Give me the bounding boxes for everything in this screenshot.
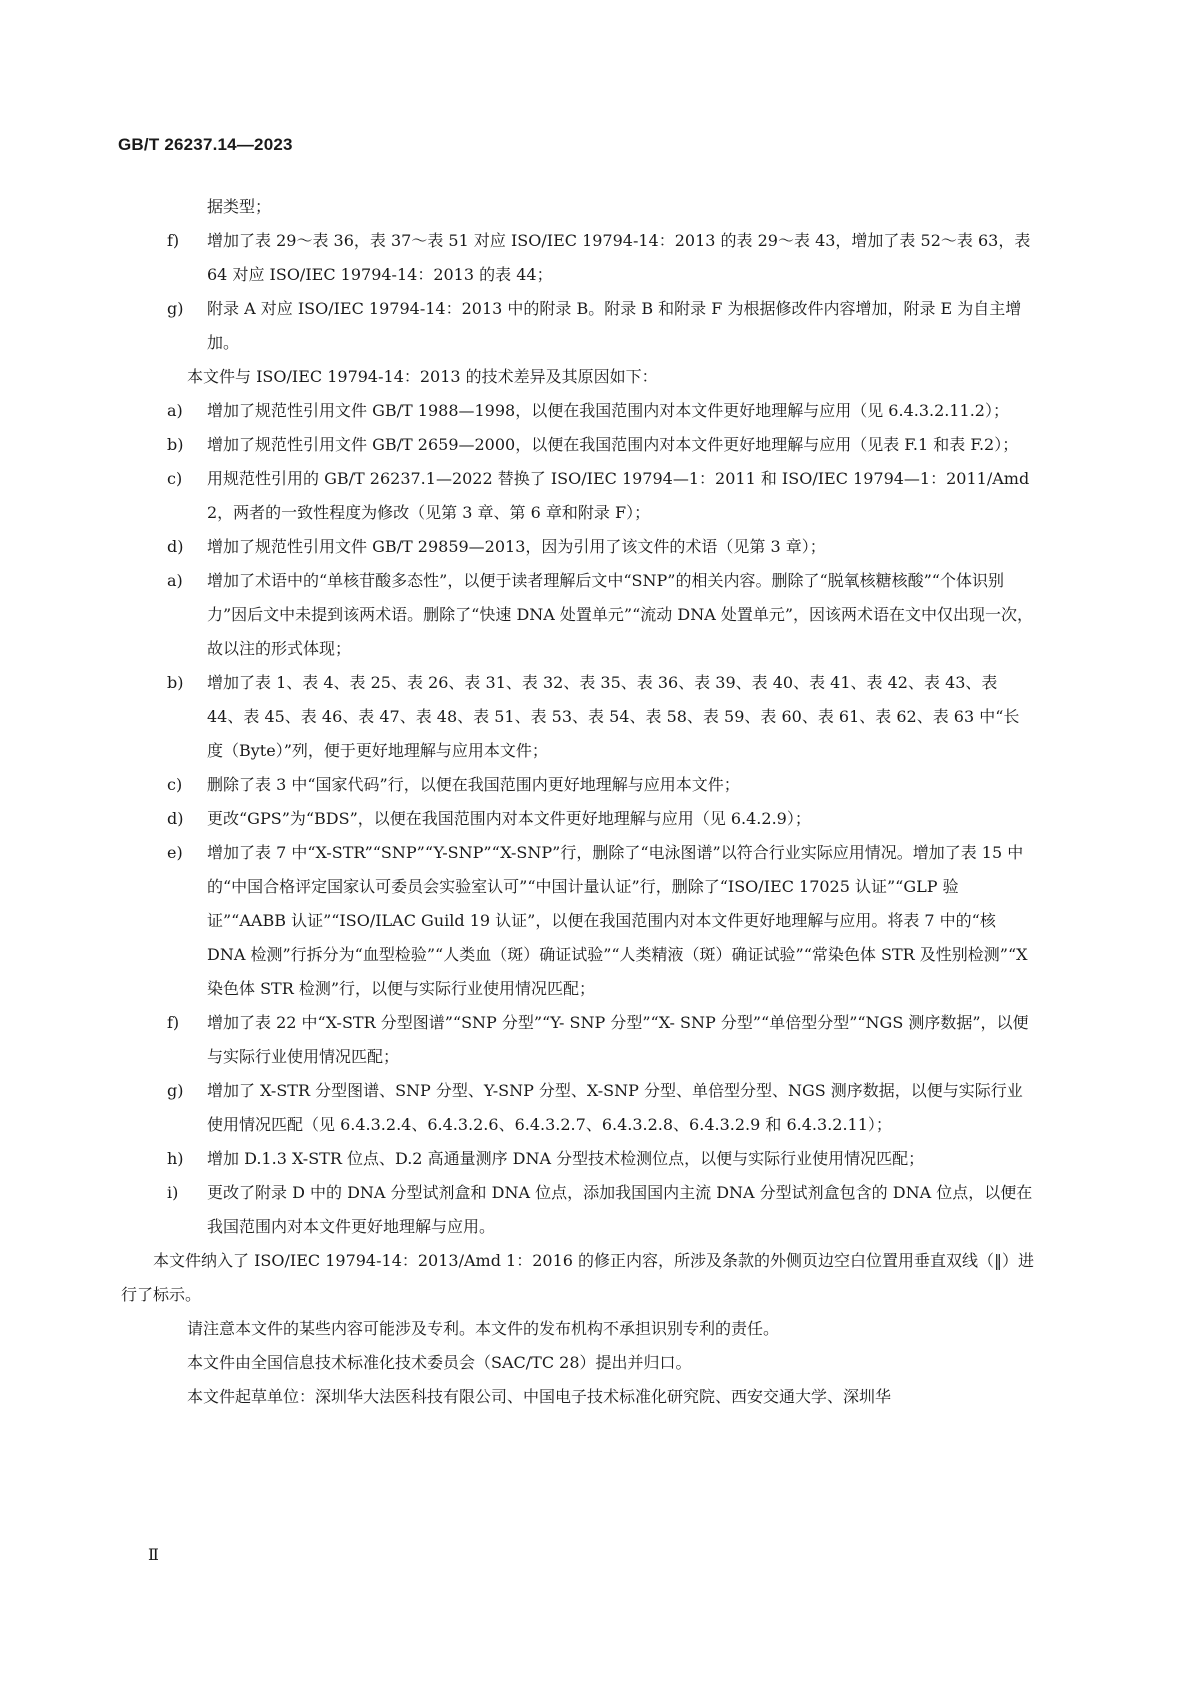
- list-item: [155, 462, 1035, 530]
- list-marker: g): [167, 299, 184, 318]
- list-marker: f): [167, 1013, 180, 1032]
- list-item: [155, 836, 1035, 1006]
- list-marker: g): [167, 1081, 184, 1100]
- list-marker: h): [167, 1149, 184, 1168]
- continuation-text: 据类型；: [207, 197, 272, 216]
- list-item: [155, 428, 1035, 462]
- proposed-by: 本文件由全国信息技术标准化技术委员会（SAC/TC 28）提出并归口。: [187, 1353, 692, 1372]
- list-item: [155, 224, 1035, 292]
- list-item-text: 更改了附录 D 中的 DNA 分型试剂盒和 DNA 位点，添加我国国内主流 DNA 分型试剂盒包含的 DNA 位点，以便在我国范围内对本文件更好地理解与应用。: [207, 1183, 1033, 1236]
- list-marker: d): [167, 537, 184, 556]
- list-item-text: 附录 A 对应 ISO/IEC 19794-14：2013 中的附录 B。附录 B 和附录 F 为根据修改件内容增加，附录 E 为自主增加。: [207, 299, 1022, 352]
- list-item: [155, 530, 1035, 564]
- list-item-text: 增加了表 22 中“X-STR 分型图谱”“SNP 分型”“Y- SNP 分型”“X- SNP 分型”“单倍型分型”“NGS 测序数据”，以便与实际行业使用情况匹配；: [207, 1013, 1029, 1066]
- list-item-text: 增加了术语中的“单核苷酸多态性”，以便于读者理解后文中“SNP”的相关内容。删除了“脱氧核糖核酸”“个体识别力”因后文中未提到该两术语。删除了“快速 DNA 处置单元”“流动 DNA 处置单元”，因该两术语在文中仅出现一次，故以注的形式体现；: [207, 571, 1034, 658]
- list-marker: b): [167, 435, 184, 454]
- document-body: [121, 190, 1035, 1414]
- drafting-units: 本文件起草单位：深圳华大法医科技有限公司、中国电子技术标准化研究院、西安交通大学、深圳华: [187, 1387, 892, 1406]
- list-item: [155, 666, 1035, 768]
- list-item-text: 增加了表 29～表 36，表 37～表 51 对应 ISO/IEC 19794-14：2013 的表 29～表 43，增加了表 52～表 63，表 64 对应 ISO/IEC 19794-14：2013 的表 44；: [207, 231, 1031, 284]
- list-marker: b): [167, 673, 184, 692]
- list-item: [155, 1142, 1035, 1176]
- list-item-text: 增加了表 7 中“X-STR”“SNP”“Y-SNP”“X-SNP”行，删除了“电泳图谱”以符合行业实际应用情况。增加了表 15 中的“中国合格评定国家认可委员会实验室认可”“中国计量认证”行，删除了“ISO/IEC 17025 认证”“GLP 验证”“AABB 认证”“ISO/ILAC Guild 19 认证”，以便在我国范围内对本文件更好地理解与应用。将表 7 中的“核 DNA 检测”行拆分为“血型检验”“人类血（斑）确证试验”“人类精液（斑）确证试验”“常染色体 STR 及性别检测”“X 染色体 STR 检测”行，以便与实际行业使用情况匹配；: [207, 843, 1028, 998]
- list-marker: e): [167, 843, 183, 862]
- list-item: [155, 1176, 1035, 1244]
- amendment-paragraph: 本文件纳入了 ISO/IEC 19794-14：2013/Amd 1：2016 的修正内容，所涉及条款的外侧页边空白位置用垂直双线（‖）进行了标示。: [121, 1251, 1035, 1304]
- list-item: [155, 768, 1035, 802]
- list-item: [155, 802, 1035, 836]
- list-marker: a): [167, 401, 183, 420]
- tech-diff-intro: 本文件与 ISO/IEC 19794-14：2013 的技术差异及其原因如下：: [187, 367, 658, 386]
- list-item: [155, 394, 1035, 428]
- list-item-text: 用规范性引用的 GB/T 26237.1—2022 替换了 ISO/IEC 19794—1：2011 和 ISO/IEC 19794—1：2011/Amd 2，两者的一致性程度为修改（见第 3 章、第 6 章和附录 F）；: [207, 469, 1030, 522]
- list-marker: c): [167, 469, 183, 488]
- list-item: [155, 564, 1035, 666]
- list-item-text: 更改“GPS”为“BDS”，以便在我国范围内对本文件更好地理解与应用（见 6.4.2.9）；: [207, 809, 811, 828]
- list-item: [155, 1074, 1035, 1142]
- patent-notice: 请注意本文件的某些内容可能涉及专利。本文件的发布机构不承担识别专利的责任。: [187, 1319, 780, 1338]
- list-marker: a): [167, 571, 183, 590]
- list-item-text: 增加了 X-STR 分型图谱、SNP 分型、Y-SNP 分型、X-SNP 分型、单倍型分型、NGS 测序数据，以便与实际行业使用情况匹配（见 6.4.3.2.4、6.4.3.2.6、6.4.3.2.7、6.4.3.2.8、6.4.3.2.9 和 6.4.3.2.11）；: [207, 1081, 1023, 1134]
- page-number: Ⅱ: [148, 1545, 159, 1564]
- list-item-text: 增加了规范性引用文件 GB/T 1988—1998，以便在我国范围内对本文件更好地理解与应用（见 6.4.3.2.11.2）；: [207, 401, 1009, 420]
- list-item-text: 增加了规范性引用文件 GB/T 2659—2000，以便在我国范围内对本文件更好地理解与应用（见表 F.1 和表 F.2）；: [207, 435, 1019, 454]
- list-item-text: 增加 D.1.3 X-STR 位点、D.2 高通量测序 DNA 分型技术检测位点，以便与实际行业使用情况匹配；: [207, 1149, 925, 1168]
- list-marker: f): [167, 231, 180, 250]
- list-item: [155, 1006, 1035, 1074]
- list-item-text: 删除了表 3 中“国家代码”行，以便在我国范围内更好地理解与应用本文件；: [207, 775, 740, 794]
- list-item: [155, 292, 1035, 360]
- list-item-text: 增加了规范性引用文件 GB/T 29859—2013，因为引用了该文件的术语（见第 3 章）；: [207, 537, 826, 556]
- list-marker: c): [167, 775, 183, 794]
- list-item-text: 增加了表 1、表 4、表 25、表 26、表 31、表 32、表 35、表 36、表 39、表 40、表 41、表 42、表 43、表 44、表 45、表 46、表 47、表 48、表 51、表 53、表 54、表 58、表 59、表 60、表 61、表 62、表 63 中“长度（Byte）”列，便于更好地理解与应用本文件；: [207, 673, 1020, 760]
- list-marker: i): [167, 1183, 179, 1202]
- standard-number: GB/T 26237.14—2023: [118, 135, 293, 154]
- list-marker: d): [167, 809, 184, 828]
